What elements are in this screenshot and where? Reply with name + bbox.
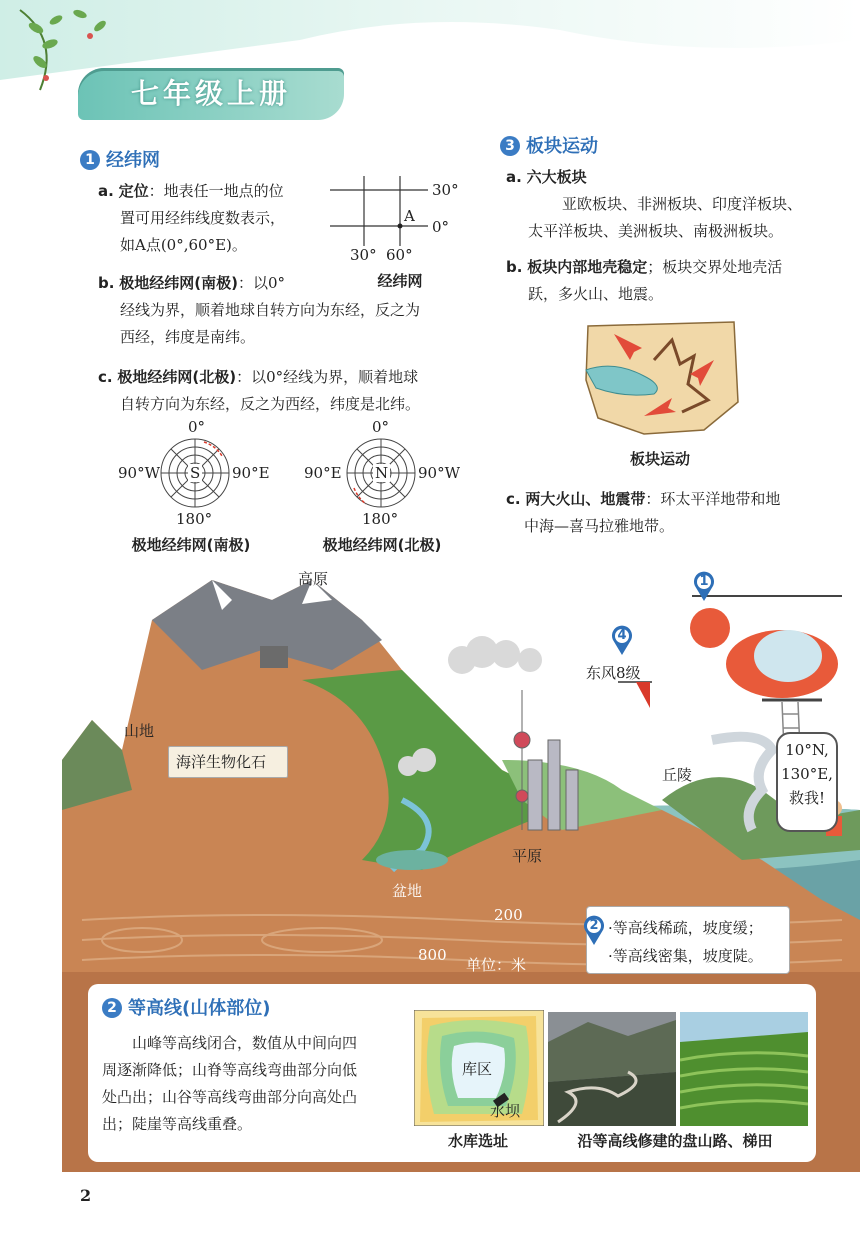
- fossil-label: 海洋生物化石: [176, 753, 267, 771]
- north-caption: 极地经纬网(北极): [322, 536, 442, 554]
- item-label: b.: [98, 274, 115, 292]
- body-text: 出；陡崖等高线重叠。: [102, 1115, 253, 1133]
- helicopter-icon: [690, 596, 842, 700]
- lat-0-label: 0°: [432, 218, 450, 236]
- plate-caption: 板块运动: [629, 450, 690, 468]
- contour-800-label: 800: [418, 946, 447, 964]
- section-2-heading: [102, 994, 270, 1020]
- item-heading: 极地经纬网(南极): [119, 274, 238, 292]
- unit-label: 单位：米: [466, 956, 527, 974]
- body-text: 山峰等高线闭合，数值从中间向四: [132, 1034, 358, 1052]
- terrace-field-photo: [680, 1012, 808, 1126]
- section-title: 等高线(山体部位): [128, 998, 271, 1019]
- north-right-label: 90°W: [418, 464, 461, 482]
- item-text: 经线为界，顺着地球自转方向为东经，反之为: [120, 301, 421, 319]
- item-text: 自转方向为东经，反之为西经，纬度是北纬。: [120, 395, 421, 413]
- body-text: 周逐渐降低；山脊等高线弯曲部分向低: [102, 1061, 358, 1079]
- item-text: 太平洋板块、美洲板块、南极洲板块。: [528, 222, 784, 240]
- sec1-b-paragraph: [98, 270, 478, 351]
- point-a-marker: [398, 224, 403, 229]
- item-label: c.: [506, 490, 521, 508]
- mountain-road-photo: [548, 1012, 676, 1126]
- marker-2-number: 2: [589, 918, 599, 933]
- item-text: ；板块交界处地壳活: [647, 258, 783, 276]
- item-label: a.: [506, 168, 522, 186]
- item-heading: 极地经纬网(北极): [117, 368, 237, 386]
- contour-200-label: 200: [494, 906, 523, 924]
- page-number: 2: [80, 1186, 92, 1205]
- item-heading: 定位: [118, 182, 149, 200]
- section-number: 2: [102, 998, 122, 1018]
- item-text: 跃，多火山、地震。: [528, 285, 664, 303]
- sec3-b-paragraph: [506, 254, 836, 308]
- basin-label: 盆地: [392, 882, 423, 900]
- sec1-c-paragraph: [98, 364, 478, 418]
- note-line: ·等高线密集，坡度陡。: [608, 947, 763, 965]
- wind-flag-icon: [618, 680, 652, 710]
- help-line: 救我!: [788, 789, 826, 807]
- help-line: 130°E,: [781, 765, 833, 783]
- item-text: 置可用经纬线度数表示，: [120, 209, 286, 227]
- note-line: ·等高线稀疏，坡度缓；: [608, 919, 763, 937]
- item-label: a.: [98, 182, 114, 200]
- section-title: 经纬网: [106, 150, 160, 171]
- help-message: [780, 738, 834, 810]
- item-heading: 六大板块: [526, 168, 587, 186]
- reservoir-label: 库区: [462, 1060, 493, 1078]
- chapter-title: 七年级上册: [130, 77, 291, 110]
- hill-label: 丘陵: [662, 766, 693, 784]
- item-heading: 两大火山、地震带: [525, 490, 646, 508]
- item-label: b.: [506, 258, 523, 276]
- reservoir-caption: 水库选址: [447, 1132, 508, 1150]
- south-pole-label: S: [190, 464, 201, 482]
- south-caption: 极地经纬网(南极): [131, 536, 251, 554]
- item-text: 亚欧板块、非洲板块、印度洋板块、: [562, 195, 803, 213]
- grid-caption: 经纬网: [377, 272, 423, 290]
- south-right-label: 90°E: [232, 464, 270, 482]
- sec1-a-paragraph: [98, 178, 328, 259]
- help-line: 10°N,: [785, 741, 829, 759]
- north-left-label: 90°E: [304, 464, 342, 482]
- item-text: 西经，纬度是南纬。: [120, 328, 256, 346]
- north-pole-label: N: [375, 464, 389, 482]
- lat-30-label: 30°: [432, 181, 459, 199]
- lon-60-label: 60°: [386, 246, 413, 264]
- dam-label: 水坝: [490, 1102, 521, 1120]
- south-left-label: 90°W: [118, 464, 161, 482]
- item-text: 如A点(0°,60°E)。: [120, 236, 247, 254]
- sec3-a-paragraph: [506, 164, 836, 245]
- item-heading: 板块内部地壳稳定: [527, 258, 648, 276]
- sec3-c-paragraph: [506, 486, 836, 540]
- point-a-label: A: [404, 207, 415, 225]
- section-title: 板块运动: [526, 136, 598, 157]
- road-terrace-caption: 沿等高线修建的盘山路、梯田: [577, 1132, 773, 1150]
- section-1-heading: [80, 146, 160, 172]
- section-number: 3: [500, 136, 520, 156]
- plain-label: 平原: [512, 847, 543, 865]
- item-text: ：地表任一地点的位: [148, 182, 284, 200]
- mountain-label: 山地: [124, 722, 155, 740]
- wind-label: 东风8级: [586, 664, 641, 682]
- north-bottom-label: 180°: [362, 510, 399, 528]
- section-3-heading: [500, 132, 598, 158]
- plate-movement-illustration: [584, 320, 742, 438]
- section-number: 1: [80, 150, 100, 170]
- item-text: 中海—喜马拉雅地带。: [524, 517, 675, 535]
- south-top-label: 0°: [188, 418, 206, 436]
- marker-1-number: 1: [699, 574, 709, 589]
- item-text: ：以0°经线为界，顺着地球: [236, 368, 419, 386]
- body-text: 处凸出；山谷等高线弯曲部分向高处凸: [102, 1088, 358, 1106]
- plateau-label: 高原: [298, 570, 329, 588]
- item-text: ：以0°: [237, 274, 285, 292]
- south-bottom-label: 180°: [176, 510, 213, 528]
- north-top-label: 0°: [372, 418, 390, 436]
- sec2-paragraph: [102, 1030, 404, 1138]
- item-text: ：环太平洋地带和地: [645, 490, 781, 508]
- item-label: c.: [98, 368, 113, 386]
- marker-4-number: 4: [617, 628, 627, 643]
- slope-note: [608, 914, 763, 970]
- lon-30-label: 30°: [350, 246, 377, 264]
